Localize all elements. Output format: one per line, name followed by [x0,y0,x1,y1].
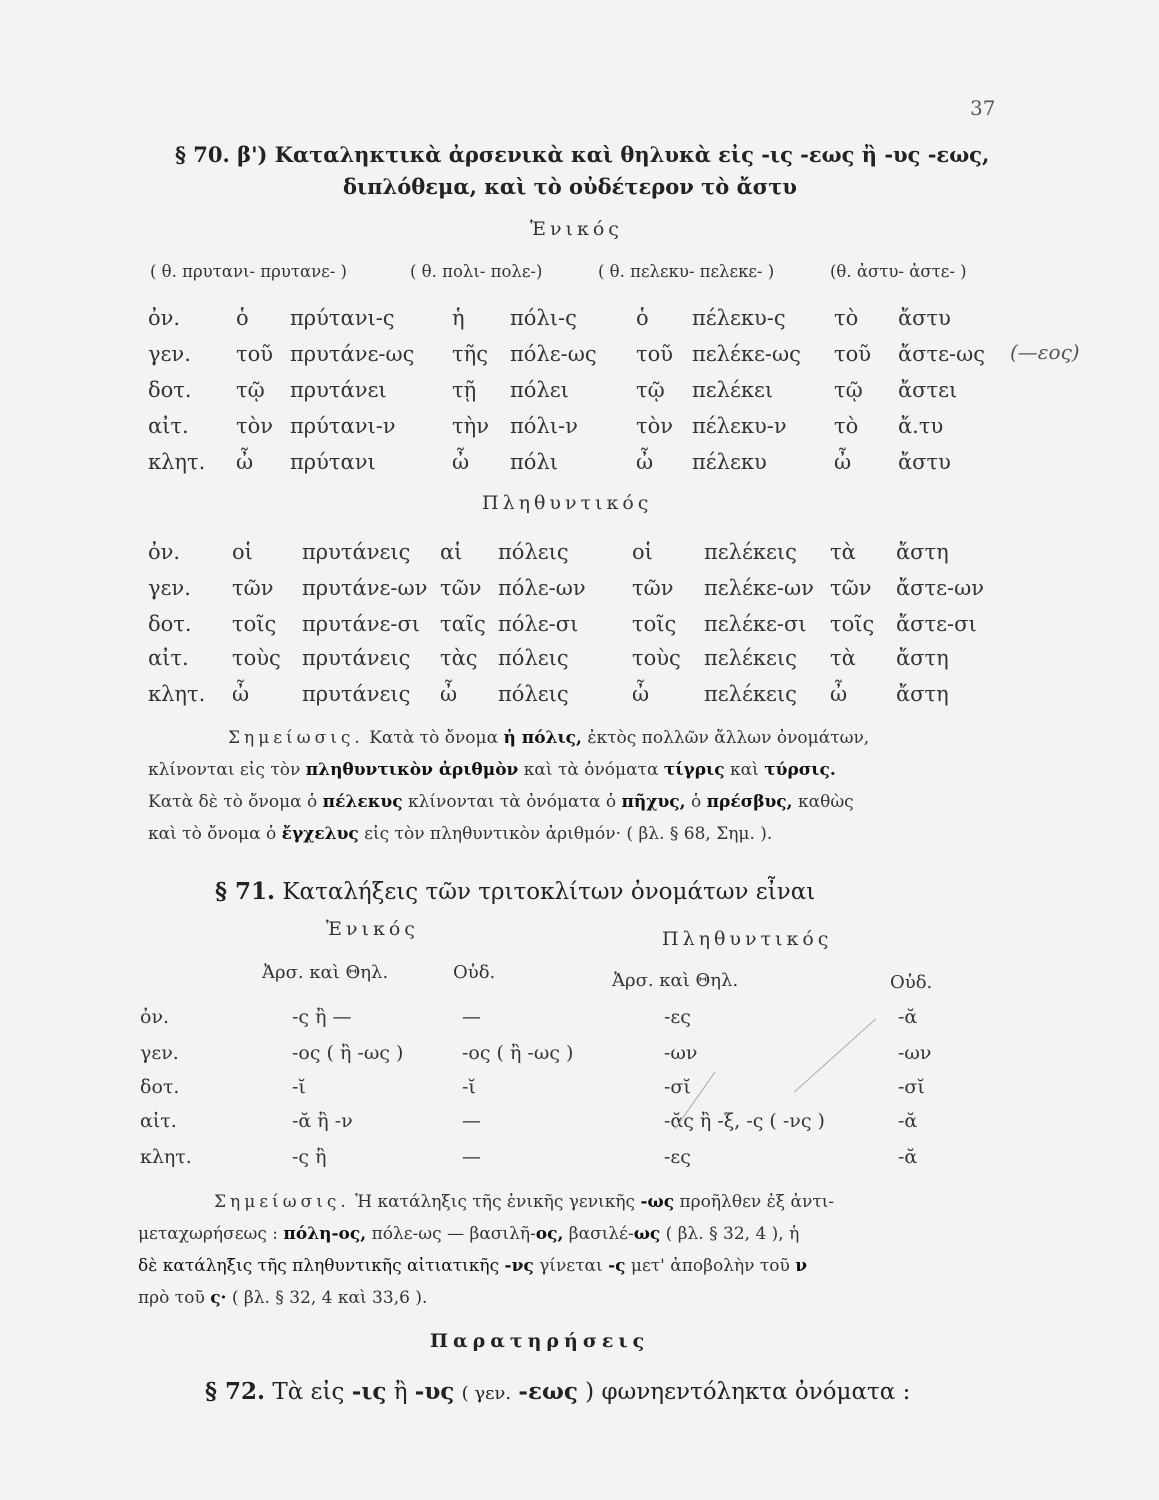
table-cell: ὦ [236,450,254,474]
note-text: ( βλ. § 32, 4 καὶ 33,6 ). [231,1288,428,1308]
section-72-text: Τὰ εἰς [272,1379,345,1405]
ending-cell: -ων [664,1042,698,1064]
section-71-heading [215,878,815,905]
note-text: καὶ [730,760,759,780]
ending-cell: -ᾰς ἢ -ξ, -ς ( -νς ) [664,1110,825,1132]
ending-cell: — [462,1110,481,1132]
note-71-line-1 [214,1192,834,1212]
table-cell: ἄστει [898,378,958,402]
note-label: Σημείωσις. [214,1192,350,1212]
section-72-text: ( γεν. [461,1383,512,1404]
case-label: ὀν. [140,1006,170,1028]
col-masc-fem-sg: Ἀρσ. καὶ Θηλ. [262,962,389,983]
section-72-bold: -υς [414,1378,455,1405]
ending-cell: -ς ἢ [292,1146,327,1168]
note-bold: πῆχυς, [621,792,686,812]
table-cell: ὁ [236,306,249,330]
case-label: αἰτ. [148,414,189,438]
ending-cell: -ῐ [462,1076,476,1098]
case-label: δοτ. [148,378,192,402]
note-text: προῆλθεν ἐξ ἀντι- [679,1192,835,1212]
ending-cell: -ῐ [292,1076,306,1098]
table-cell: πελέκει [692,378,774,402]
table-cell: οἱ [632,540,653,564]
table-cell: πόλι-ς [510,306,577,330]
note-bold: ν [795,1256,808,1276]
case-label: δοτ. [140,1076,180,1098]
note-text: ὁ [690,792,702,812]
note-bold: πρέσβυς, [706,792,793,812]
table-cell: πελέκε-ων [704,576,814,600]
table-cell: τῷ [834,378,863,402]
section-71-text: Καταλήξεις τῶν τριτοκλίτων ὀνομάτων εἶναι [282,879,816,905]
table-cell: τὴν [452,414,489,438]
ending-cell: -ες [664,1146,691,1168]
note-text: καθὼς [797,792,854,812]
note-text: ( βλ. § 32, 4 ), ἡ [665,1224,800,1244]
table-cell: ὦ [834,450,852,474]
table-cell: ὁ [636,306,649,330]
note-text: κλίνονται εἰς τὸν [148,760,301,780]
table-cell: τὸ [834,414,859,438]
note-text: κλίνονται τὰ ὀνόματα ὁ [407,792,617,812]
table-cell: πέλεκυ-ς [692,306,786,330]
note-text: Κατὰ δὲ τὸ ὄνομα ὁ [148,792,318,812]
note-bold: -νς [504,1256,534,1276]
note-bold: πληθυντικὸν ἀριθμὸν [305,760,519,780]
table-cell: πόλε-ων [498,576,586,600]
table-cell: πόλε-σι [498,612,579,636]
table-cell: τῶν [632,576,674,600]
table-cell: τὰ [830,540,856,564]
table-cell: τοῖς [830,612,875,636]
table-cell: τὸ [834,306,859,330]
table-cell: τῶν [830,576,872,600]
ending-cell: -ες [664,1006,691,1028]
ending-cell: -ος ( ἢ -ως ) [292,1042,404,1064]
section-72-number: § 72. [205,1378,266,1405]
note-label: Σημείωσις. [228,728,364,748]
case-label: αἰτ. [148,646,189,670]
note-bold: πέλεκυς [322,792,403,812]
singular-label: Ἑνικός [530,218,623,240]
note-70-line-4 [148,824,772,844]
col-masc-fem-pl: Ἀρσ. καὶ Θηλ. [612,970,739,991]
case-label: κλητ. [148,450,206,474]
case-label: γεν. [148,342,191,366]
pencil-mark [794,1018,876,1092]
note-70-line-2 [148,760,836,780]
table-cell: πρυτάνεις [302,646,411,670]
table-cell: πρύτανι [290,450,376,474]
note-70-line-3 [148,792,854,812]
case-label: δοτ. [148,612,192,636]
note-71-line-2 [138,1224,799,1244]
note-bold: τίγρις [663,760,725,780]
ending-cell: -ᾰ [898,1146,918,1168]
note-text: μετ' ἀποβολὴν τοῦ [630,1256,790,1276]
note-bold: πόλη-ος, [283,1224,367,1244]
note-text: Ἡ κατάληξις τῆς ἑνικῆς γενικῆς [355,1192,636,1212]
table-cell: τῷ [236,378,265,402]
section-72-bold: -εως [518,1378,578,1405]
table-cell: τῶν [232,576,274,600]
note-bold: ος, [535,1224,564,1244]
table-cell: ἄστε-ων [896,576,984,600]
plural-label: Πληθυντικός [482,492,653,514]
table-cell: ἄστη [896,540,949,564]
note-bold: ἡ πόλις, [503,728,582,748]
note-70-line-1 [228,728,869,748]
table-cell: τῶν [440,576,482,600]
note-text: Κατὰ τὸ ὄνομα [369,728,499,748]
case-label: γεν. [140,1042,179,1064]
note-text: πρὸ τοῦ [138,1288,205,1308]
section-70-heading-line2: διπλόθεμα, καὶ τὸ οὐδέτερον τὸ ἄστυ [343,174,797,199]
table-cell: αἱ [440,540,463,564]
case-label: κλητ. [140,1146,192,1168]
table-cell: ὦ [440,682,458,706]
stem-pelekys: ( θ. πελεκυ- πελεκε- ) [598,262,775,281]
stem-prytanis: ( θ. πρυτανι- πρυτανε- ) [150,262,347,281]
table-cell: τῷ [636,378,665,402]
table-cell: τοῖς [232,612,277,636]
table-cell: τοῦ [636,342,674,366]
table-cell: τὸν [636,414,674,438]
section-72-bold: -ις [351,1378,387,1405]
note-71-line-3 [138,1256,807,1276]
table-cell: τῇ [452,378,477,402]
ending-cell: -ς ἢ — [292,1006,352,1028]
endings-plural-label: Πληθυντικός [662,928,833,950]
section-72-heading [205,1378,910,1405]
note-71-line-4 [138,1288,427,1308]
case-label: αἰτ. [140,1110,177,1132]
table-cell: ὦ [632,682,650,706]
case-label: ὀν. [148,540,181,564]
table-cell: ἄστη [896,646,949,670]
section-70-heading: § 70. β') Καταληκτικὰ ἀρσενικὰ καὶ θηλυκὰ εἰς -ις -εως ἢ -υς -εως, [175,142,990,167]
section-72-text: ) φωνηεντόληκτα ὀνόματα : [585,1379,911,1405]
table-cell: τοὺς [632,646,681,670]
stem-polis: ( θ. πολι- πολε-) [410,262,543,281]
table-cell: πρυτάνει [290,378,387,402]
table-cell: πόλε-ως [510,342,597,366]
stem-asty: (θ. ἀστυ- ἀστε- ) [830,262,967,281]
observations-heading: Παρατηρήσεις [430,1330,650,1352]
table-cell: ἄ.τυ [898,414,944,438]
table-cell: πρύτανι-ς [290,306,395,330]
table-cell: τοὺς [232,646,281,670]
table-cell: ὦ [636,450,654,474]
table-cell: πελέκεις [704,646,797,670]
table-cell: πόλεις [498,540,569,564]
table-cell: πρυτάνε-σι [302,612,421,636]
note-text: βασιλέ- [568,1224,634,1244]
handwritten-note: (—εος) [1010,340,1080,364]
table-cell: τὸν [236,414,274,438]
table-cell: πόλι [510,450,558,474]
table-cell: πελέκεις [704,682,797,706]
table-cell: πρυτάνε-ων [302,576,428,600]
table-cell: οἱ [232,540,253,564]
table-cell: πελέκεις [704,540,797,564]
table-cell: ἄστε-σι [896,612,977,636]
table-cell: τοῦ [236,342,274,366]
case-label: γεν. [148,576,191,600]
table-cell: πρυτάνεις [302,540,411,564]
ending-cell: — [462,1146,481,1168]
note-text: ἐκτὸς πολλῶν ἄλλων ὀνομάτων, [587,728,870,748]
case-label: ὀν. [148,306,181,330]
ending-cell: -ᾰ ἢ -ν [292,1110,353,1132]
col-neut-pl: Οὐδ. [890,972,933,993]
endings-singular-label: Ἑνικός [326,918,419,940]
table-cell: ὦ [452,450,470,474]
table-cell: τῆς [452,342,488,366]
table-cell: ἄστυ [898,450,951,474]
table-cell: πόλι-ν [510,414,578,438]
table-cell: πόλεις [498,646,569,670]
table-cell: ὦ [830,682,848,706]
table-cell: πέλεκυ-ν [692,414,787,438]
table-cell: πρυτάνεις [302,682,411,706]
note-bold: ως [633,1224,661,1244]
table-cell: πόλει [510,378,569,402]
table-cell: τὰ [830,646,856,670]
table-cell: πέλεκυ [692,450,767,474]
table-cell: ἄστυ [898,306,951,330]
table-cell: τοῦ [834,342,872,366]
table-cell: τὰς [440,646,478,670]
note-text: γίνεται [539,1256,603,1276]
ending-cell: -σῐ [664,1076,691,1098]
table-cell: τοῖς [632,612,677,636]
ending-cell: -ος ( ἢ -ως ) [462,1042,574,1064]
table-cell: ἄστε-ως [898,342,985,366]
note-bold: ς· [210,1288,227,1308]
table-cell: ὦ [232,682,250,706]
table-cell: ἡ [452,306,465,330]
table-cell: πελέκε-σι [704,612,807,636]
ending-cell: -ᾰ [898,1006,918,1028]
note-text: δὲ κατάληξις τῆς πληθυντικῆς αἰτιατικῆς [138,1256,500,1276]
table-cell: ταῖς [440,612,486,636]
section-72-text: ἢ [393,1379,408,1405]
col-neut-sg: Οὐδ. [453,962,496,983]
table-cell: πρύτανι-ν [290,414,396,438]
ending-cell: -σῐ [898,1076,925,1098]
table-cell: πόλεις [498,682,569,706]
note-text: καὶ τὰ ὀνόματα [523,760,659,780]
note-text: πόλε-ως — βασιλῆ- [371,1224,536,1244]
note-bold: -ως [640,1192,675,1212]
ending-cell: — [462,1006,481,1028]
table-cell: πρυτάνε-ως [290,342,415,366]
ending-cell: -ων [898,1042,932,1064]
note-text: καὶ τὸ ὄνομα ὁ [148,824,277,844]
ending-cell: -ᾰ [898,1110,918,1132]
table-cell: πελέκε-ως [692,342,801,366]
section-71-number: § 71. [215,878,276,905]
table-cell: ἄστη [896,682,949,706]
note-bold: ἔγχελυς [281,824,359,844]
page-number: 37 [970,96,996,120]
note-text: εἰς τὸν πληθυντικὸν ἀριθμόν· ( βλ. § 68, Σημ. ). [364,824,773,844]
note-bold: -ς [608,1256,626,1276]
note-bold: τύρσις. [764,760,836,780]
note-text: μεταχωρήσεως : [138,1224,279,1244]
case-label: κλητ. [148,682,206,706]
